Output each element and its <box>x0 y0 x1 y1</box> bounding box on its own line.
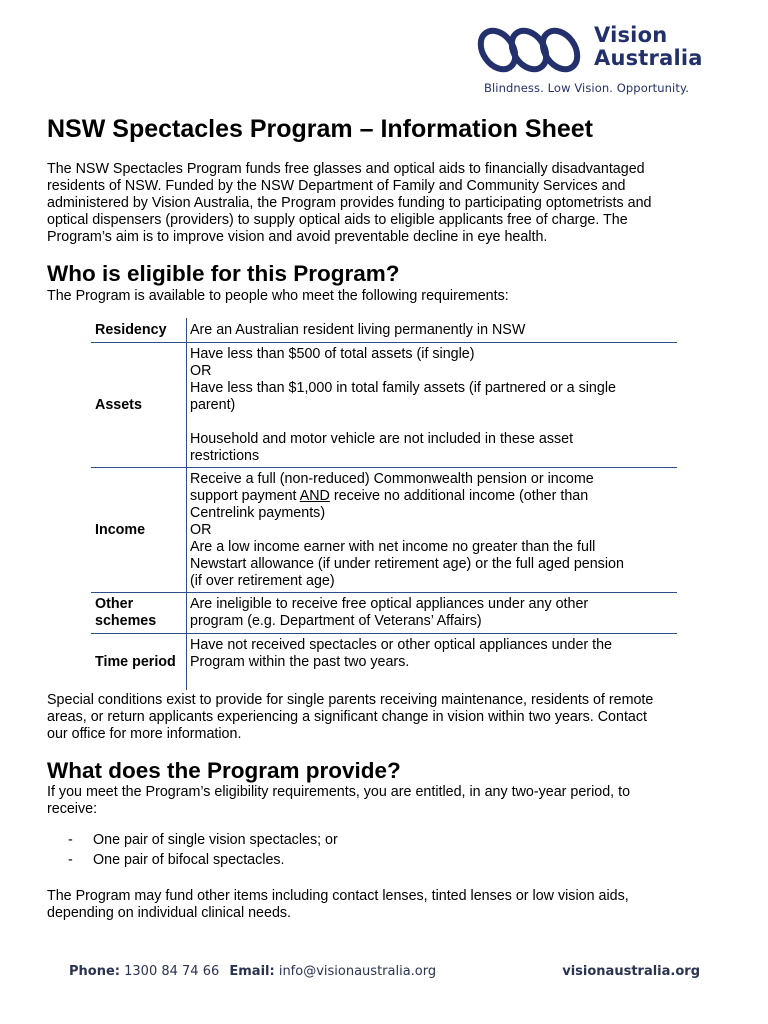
row-text-line: Are an Australian resident living permanently in NSW <box>190 322 526 338</box>
row-label-other-schemes <box>95 596 156 630</box>
intro-line: The NSW Spectacles Program funds free glasses and optical aids to financially disadvantaged <box>47 161 645 177</box>
row-label-text: Income <box>95 522 146 538</box>
row-label-text: Assets <box>95 397 142 413</box>
email-link[interactable]: info@visionaustralia.org <box>278 964 437 979</box>
row-text-line: Have less than $500 of total assets (if single) <box>190 346 475 362</box>
row-text-line: Are ineligible to receive free optical appliances under any other <box>190 596 589 612</box>
vision-australia-logo <box>474 22 724 102</box>
footer-contact <box>69 964 436 979</box>
eligibility-intro-line: The Program is available to people who meet the following requirements: <box>47 288 509 304</box>
table-row-assets <box>91 343 677 468</box>
brand-name-line1: Vision <box>594 23 668 47</box>
list-item-text: One pair of bifocal spectacles. <box>93 852 285 868</box>
row-text-line: OR <box>190 522 212 538</box>
row-text-line: OR <box>190 363 212 379</box>
brand-name-line2: Australia <box>594 46 703 70</box>
special-line: Special conditions exist to provide for single parents receiving maintenance, residents of remote <box>47 692 654 708</box>
special-line: areas, or return applicants experiencing a significant change in vision within two years. Contact <box>47 709 647 725</box>
provide-intro-line: If you meet the Program’s eligibility requirements, you are entitled, in any two-year period, to <box>47 784 631 800</box>
table-row-time-period <box>91 634 677 690</box>
row-text-line: (if over retirement age) <box>190 573 335 589</box>
row-text-line: Are a low income earner with net income no greater than the full <box>190 539 596 555</box>
special-conditions-paragraph <box>47 692 727 743</box>
row-text-residency <box>190 322 680 339</box>
row-text-line: parent) <box>190 397 236 413</box>
row-label-text: Time period <box>95 654 176 670</box>
email-label: Email: <box>229 964 275 979</box>
page-title: NSW Spectacles Program – Information Sheet <box>47 115 593 143</box>
phone-number[interactable]: 1300 84 74 66 <box>124 964 220 979</box>
table-row-residency <box>91 318 677 343</box>
phone-label: Phone: <box>69 964 120 979</box>
special-line: our office for more information. <box>47 726 242 742</box>
eligibility-table <box>91 318 677 690</box>
list-item-text: One pair of single vision spectacles; or <box>93 832 338 848</box>
vision-australia-logo-icon <box>474 26 584 76</box>
row-text-line: Receive a full (non-reduced) Commonwealth pension or income <box>190 471 594 487</box>
row-text-time-period <box>190 637 680 671</box>
intro-line: Program’s aim is to improve vision and avoid preventable decline in eye health. <box>47 229 548 245</box>
page-footer <box>69 964 700 986</box>
row-text-line <box>190 488 680 505</box>
other-items-line: depending on individual clinical needs. <box>47 905 292 921</box>
other-items-line: The Program may fund other items including contact lenses, tinted lenses or low vision aids, <box>47 888 629 904</box>
row-text-line: program (e.g. Department of Veterans’ Affairs) <box>190 613 482 629</box>
row-label-residency <box>95 322 167 339</box>
row-text-line: restrictions <box>190 448 260 464</box>
intro-paragraph <box>47 161 727 246</box>
row-label-text: Residency <box>95 322 167 338</box>
row-label-text: Other <box>95 596 134 612</box>
table-row-other-schemes <box>91 593 677 634</box>
row-text-fragment: receive no additional income (other than <box>333 488 589 504</box>
row-text-line: Have not received spectacles or other optical appliances under the <box>190 637 613 653</box>
row-text-line: Household and motor vehicle are not included in these asset <box>190 431 574 447</box>
bullet-dash: - <box>68 832 73 848</box>
eligibility-heading: Who is eligible for this Program? <box>47 261 400 286</box>
row-text-line: Centrelink payments) <box>190 505 326 521</box>
row-text-line: Have less than $1,000 in total family assets (if partnered or a single <box>190 380 616 396</box>
provide-heading: What does the Program provide? <box>47 758 401 783</box>
brand-tagline: Blindness. Low Vision. Opportunity. <box>484 81 689 95</box>
other-items-paragraph <box>47 888 727 922</box>
row-text-fragment: support payment <box>190 488 297 504</box>
intro-line: optical dispensers (providers) to supply optical aids to eligible applicants free of charge. The <box>47 212 628 228</box>
and-emphasis: AND <box>299 488 330 504</box>
provide-intro <box>47 784 727 818</box>
row-label-income <box>95 522 145 539</box>
row-label-assets <box>95 397 142 414</box>
brand-name <box>594 24 703 70</box>
website-link[interactable]: visionaustralia.org <box>562 964 700 979</box>
bullet-dash: - <box>68 852 73 868</box>
table-row-income <box>91 468 677 593</box>
row-text-line: Program within the past two years. <box>190 654 410 670</box>
eligibility-intro <box>47 288 727 305</box>
provide-intro-line: receive: <box>47 801 98 817</box>
row-label-time-period <box>95 654 176 671</box>
row-text-line: Newstart allowance (if under retirement age) or the full aged pension <box>190 556 624 572</box>
row-text-line <box>190 414 680 431</box>
row-text-income <box>190 471 680 590</box>
row-label-text: schemes <box>95 613 157 629</box>
intro-line: administered by Vision Australia, the Program provides funding to participating optometrists and <box>47 195 652 211</box>
row-text-other-schemes <box>190 596 680 630</box>
intro-line: residents of NSW. Funded by the NSW Department of Family and Community Services and <box>47 178 626 194</box>
row-text-assets <box>190 346 680 465</box>
